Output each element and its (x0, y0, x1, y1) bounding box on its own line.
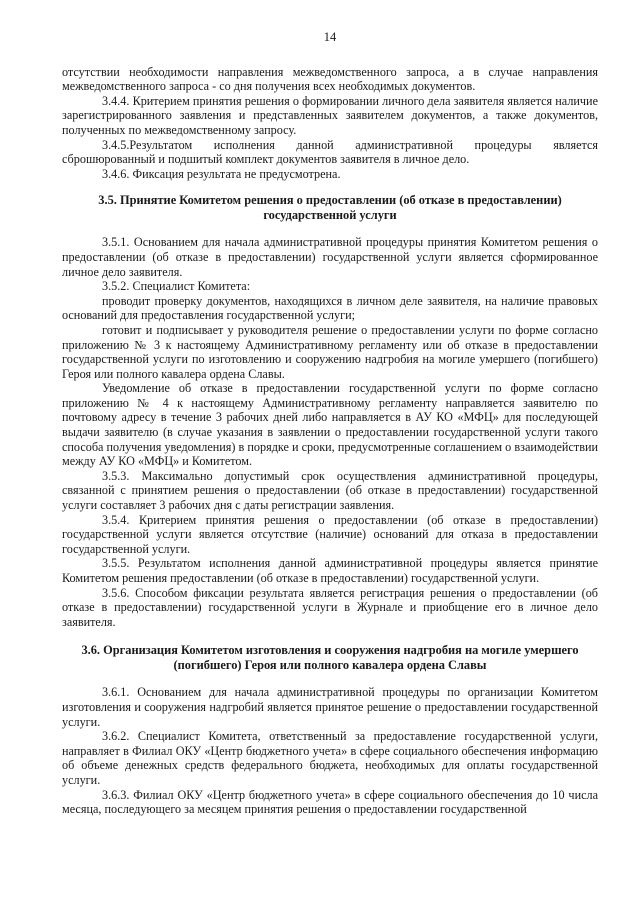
paragraph-3-5-2-b: готовит и подписывает у руководителя решение о предоставлении услуги по форме согласно приложению № 3 к настоящему Административному регламенту или об отказе в предоставлении государственной услуги по изготовлению и сооружению надгробия на могиле умершего (погибшего) Героя или полного кавалера ордена Славы. (62, 322, 598, 381)
paragraph-3-5-1: 3.5.1. Основанием для начала административной процедуры принятия Комитетом решения о предоставлении (об отказе в предоставлении) государственной услуги является сформированное личное дело заявителя. (62, 235, 598, 279)
paragraph-3-5-2-a: проводит проверку документов, находящихся в личном деле заявителя, на наличие правовых оснований для предоставления государственной услуги; (62, 293, 598, 323)
paragraph-3-5-6: 3.5.6. Способом фиксации результата является регистрация решения о предоставлении (об отказе в предоставлении) государственной услуги в Журнале и приобщение его в личное дело заявителя. (62, 585, 598, 629)
page-number: 14 (323, 30, 337, 44)
paragraph-3-5-5: 3.5.5. Результатом исполнения данной административной процедуры является принятие Комитетом решения предоставлении (об отказе в предоставлении) государственной услуги. (62, 556, 598, 585)
paragraph-3-4-6: 3.4.6. Фиксация результата не предусмотрена. (102, 166, 341, 181)
paragraph-3-5-3: 3.5.3. Максимально допустимый срок осуществления административной процедуры, связанной с принятием решения о предоставлении (об отказе в предоставлении) государственной услуги составляет 3 рабочих дня с даты регистрации заявления. (62, 468, 598, 513)
paragraph-3-5-4: 3.5.4. Критерием принятия решения о предоставлении (об отказе в предоставлении) государственной услуги является отсутствие (наличие) оснований для отказа в предоставлении государственной услуги. (62, 512, 598, 556)
paragraph-notification: Уведомление об отказе в предоставлении государственной услуги по форме согласно приложению № 4 к настоящему Административному регламенту направляется заявителю по почтовому адресу в течение 3 рабочих дней либо направляется в АУ КО «МФЦ» для последующей выдачи заявителю (в случае указания в заявлении о предоставлении государственной услуги такого способа получения уведомления) в порядке и сроки, предусмотренные соглашением о взаимодействии между АУ КО «МФЦ» и Комитетом. (62, 381, 598, 469)
paragraph-3-4-5: 3.4.5.Результатом исполнения данной административной процедуры является сброшюрованный и подшитый комплект документов заявителя в личное дело. (62, 137, 598, 167)
paragraph-3-5-2: 3.5.2. Специалист Комитета: (102, 279, 251, 294)
paragraph-3-6-2: 3.6.2. Специалист Комитета, ответственный за предоставление государственной услуги, направляет в Филиал ОКУ «Центр бюджетного учета» в сфере социального обеспечения информацию об объеме денежных средств федерального бюджета, необходимых для оплаты государственной услуги. (62, 729, 598, 787)
paragraph-3-4-4: 3.4.4. Критерием принятия решения о формировании личного дела заявителя является наличие зарегистрированного заявления и представленных заявителем документов, а также документов, полученных по межведомственному запросу. (62, 93, 598, 137)
page-content (62, 30, 598, 817)
section-heading-3-6: 3.6. Организация Комитетом изготовления и сооружения надгробия на могиле умершего (погибшего) Героя или полного кавалера ордена Славы (81, 643, 579, 673)
paragraph-continuation: отсутствии необходимости направления межведомственного запроса, а в случае направления межведомственного запроса - со дня получения всех необходимых документов. (62, 64, 598, 94)
paragraph-3-6-1: 3.6.1. Основанием для начала административной процедуры по организации Комитетом изготовления и сооружения надгробий является принятое решение о предоставлении государственной услуги. (62, 685, 598, 729)
paragraph-3-6-3: 3.6.3. Филиал ОКУ «Центр бюджетного учета» в сфере социального обеспечения до 10 числа месяца, последующего за месяцем принятия решения о предоставлении государственной (62, 787, 598, 817)
section-heading-3-5: 3.5. Принятие Комитетом решения о предоставлении (об отказе в предоставлении) государственной услуги (98, 193, 562, 223)
